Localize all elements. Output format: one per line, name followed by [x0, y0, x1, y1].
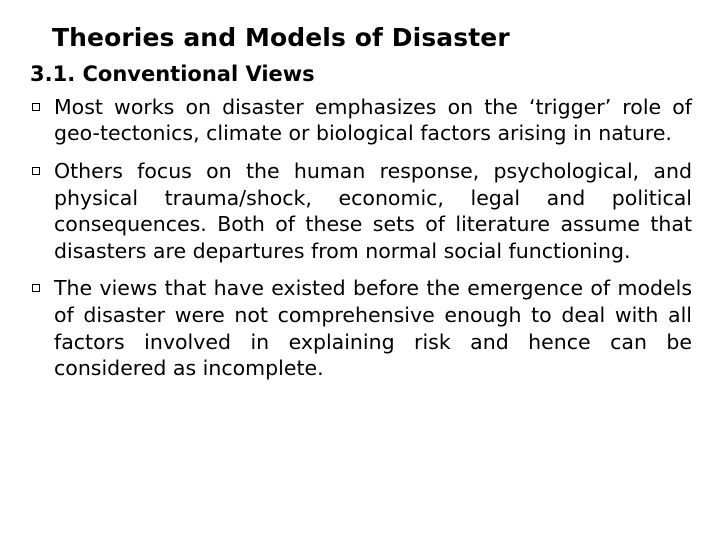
- section-heading: 3.1. Conventional Views: [30, 61, 315, 86]
- list-item: Most works on disaster emphasizes on the ‘trigger’ role of geo-tectonics, climate or biological factors arising in nature.: [22, 94, 698, 147]
- list-item: The views that have existed before the emergence of models of disaster were not comprehensive enough to deal with all factors involved in explaining risk and hence can be considered as incomplete.: [22, 275, 698, 382]
- bullet-list: [22, 94, 698, 382]
- list-item: Others focus on the human response, psychological, and physical trauma/shock, economic, legal and political consequences. Both of these sets of literature assume that disasters are departures from normal social functioning.: [22, 158, 698, 265]
- page-title: Theories and Models of Disaster: [52, 23, 510, 52]
